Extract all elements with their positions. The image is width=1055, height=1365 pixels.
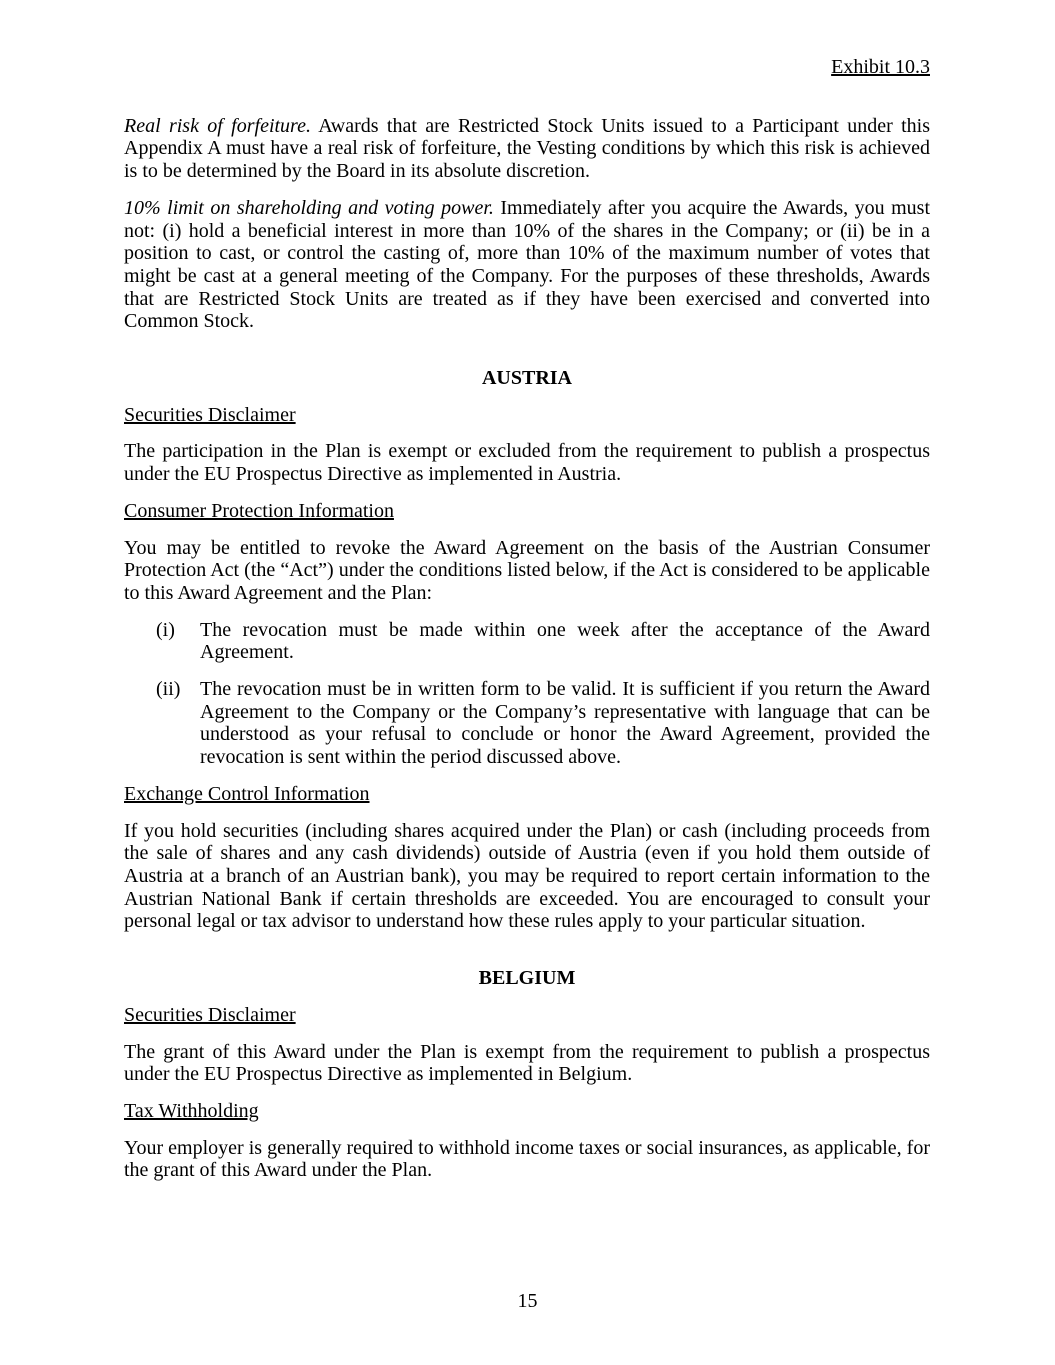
heading-exchange-control <box>124 783 930 806</box>
paragraph-austria-consumer: You may be entitled to revoke the Award Agreement on the basis of the Austrian Consumer Protection Act (the “Act”) under the conditions listed below, if the Act is considered to be applicable to this Award Agreement and the Plan: <box>124 536 930 604</box>
list-marker: (i) <box>156 618 175 641</box>
paragraph-lead-italic: Real risk of forfeiture. <box>124 114 311 137</box>
page-number: 15 <box>517 1290 538 1313</box>
heading-consumer-protection <box>124 500 930 523</box>
paragraph-lead-italic: 10% limit on shareholding and voting power. <box>124 196 494 219</box>
paragraph-austria-securities: The participation in the Plan is exempt or excluded from the requirement to publish a prospectus under the EU Prospectus Directive as implemented in Austria. <box>124 440 930 486</box>
list-item-revocation-i <box>124 619 930 664</box>
paragraph-10-percent-limit <box>124 197 930 333</box>
exhibit-label <box>124 56 930 79</box>
list-item-text: The revocation must be made within one week after the acceptance of the Award Agreement. <box>200 618 930 664</box>
paragraph-real-risk-of-forfeiture <box>124 115 930 183</box>
list-item-text: The revocation must be in written form to be valid. It is sufficient if you return the Award Agreement to the Company or the Company’s representative with language that can be understood as your refusal to conclude or honor the Award Agreement, provided the revocation is sent within the period discussed above. <box>200 678 930 769</box>
section-title-belgium: BELGIUM <box>478 967 576 990</box>
paragraph-austria-exchange: If you hold securities (including shares acquired under the Plan) or cash (including proceeds from the sale of shares and any cash dividends) outside of Austria (even if you hold them outside of Austria at a branch of an Austrian bank), you may be required to report certain information to the Austrian National Bank if certain thresholds are exceeded. You are encouraged to consult your personal legal or tax advisor to understand how these rules apply to your particular situation. <box>124 819 930 933</box>
list-marker: (ii) <box>156 678 181 701</box>
heading-text: Securities Disclaimer <box>124 1003 296 1026</box>
list-item-revocation-ii <box>124 678 930 769</box>
heading-tax-withholding <box>124 1100 930 1123</box>
exhibit-label-text: Exhibit 10.3 <box>831 56 930 78</box>
section-title-austria: AUSTRIA <box>481 367 573 390</box>
paragraph-text: Immediately after you acquire the Awards, you must not: (i) hold a beneficial interest in more than 10% of the shares in the Company; or (ii) be in a position to cast, or control the casting of, more than 10% of the maximum number of votes that might be cast at a general meeting of the Company. For the purposes of these thresholds, Awards that are Restricted Stock Units are treated as if they have been exercised and converted into Common Stock. <box>124 196 930 333</box>
paragraph-text: Awards that are Restricted Stock Units issued to a Participant under this Appendix A must have a real risk of forfeiture, the Vesting conditions by which this risk is achieved is to be determined by the Board in its absolute discretion. <box>124 114 930 183</box>
heading-text: Securities Disclaimer <box>124 403 296 426</box>
heading-securities-disclaimer-belgium <box>124 1004 930 1027</box>
paragraph-belgium-securities: The grant of this Award under the Plan is exempt from the requirement to publish a prospectus under the EU Prospectus Directive as implemented in Belgium. <box>124 1040 930 1086</box>
heading-text: Exchange Control Information <box>124 782 370 805</box>
heading-text: Consumer Protection Information <box>124 499 394 522</box>
heading-text: Tax Withholding <box>124 1099 259 1122</box>
paragraph-belgium-tax: Your employer is generally required to withhold income taxes or social insurances, as applicable, for the grant of this Award under the Plan. <box>124 1136 930 1182</box>
heading-securities-disclaimer-austria <box>124 404 930 427</box>
